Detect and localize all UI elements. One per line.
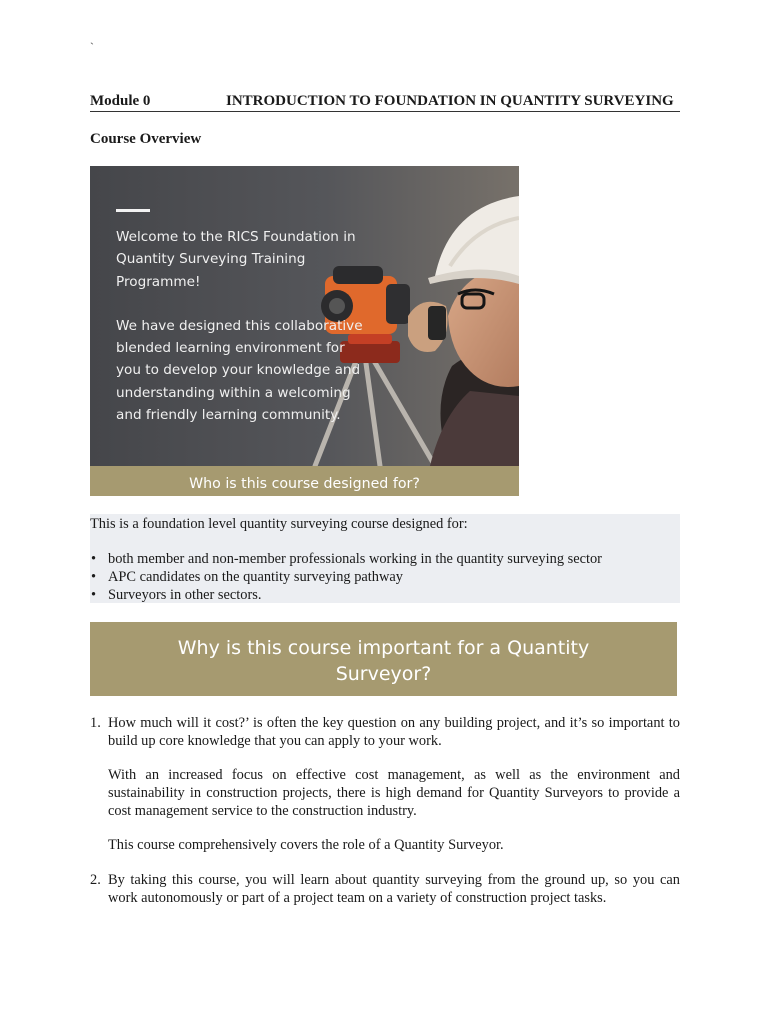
audience-item: • both member and non-member professionals working in the quantity surveying sector <box>90 550 602 568</box>
reason-paragraph: This course comprehensively covers the role of a Quantity Surveyor. <box>108 837 504 853</box>
reason-item <box>90 714 680 854</box>
why-banner <box>90 622 677 696</box>
why-title-line2: Surveyor? <box>335 663 432 685</box>
reason-paragraph: How much will it cost?’ is often the key question on any building project, and it’s so important to build up core knowledge that you can apply to your work. <box>108 715 680 749</box>
audience-intro: This is a foundation level quantity surveying course designed for: <box>90 516 468 532</box>
hero-welcome: Welcome to the RICS Foundation in Quantity Surveying Training Programme! <box>116 229 356 290</box>
audience-section <box>90 514 680 603</box>
reason-paragraph: With an increased focus on effective cost management, as well as the environment and sustainability in construction projects, there is high demand for Quantity Surveyors to provide a cost management service to the construction industry. <box>108 767 680 819</box>
stray-mark: ` <box>90 40 94 54</box>
module-label: Module 0 <box>90 93 151 109</box>
reason-number: 1. <box>90 715 101 731</box>
reason-number: 2. <box>90 872 101 888</box>
hero-dash <box>116 209 150 212</box>
audience-item: • Surveyors in other sectors. <box>90 586 602 604</box>
audience-bar: Who is this course designed for? <box>90 466 519 496</box>
hero-description: We have designed this collaborative blended learning environment for you to develop your knowledge and understanding within a welcoming and friendly learning community. <box>116 317 363 424</box>
hero-text <box>116 226 366 426</box>
audience-item: • APC candidates on the quantity surveying pathway <box>90 568 602 586</box>
reason-item <box>90 871 680 907</box>
audience-list <box>90 550 602 604</box>
reason-paragraph: By taking this course, you will learn about quantity surveying from the ground up, so you can work autonomously or part of a project team on a variety of construction project tasks. <box>108 872 680 906</box>
course-overview-heading: Course Overview <box>90 131 202 147</box>
module-header <box>90 93 680 112</box>
module-title: INTRODUCTION TO FOUNDATION IN QUANTITY SURVEYING <box>226 93 674 109</box>
reasons-list <box>90 714 680 907</box>
hero-banner <box>90 166 519 496</box>
why-title-line1: Why is this course important for a Quantity <box>177 637 590 659</box>
